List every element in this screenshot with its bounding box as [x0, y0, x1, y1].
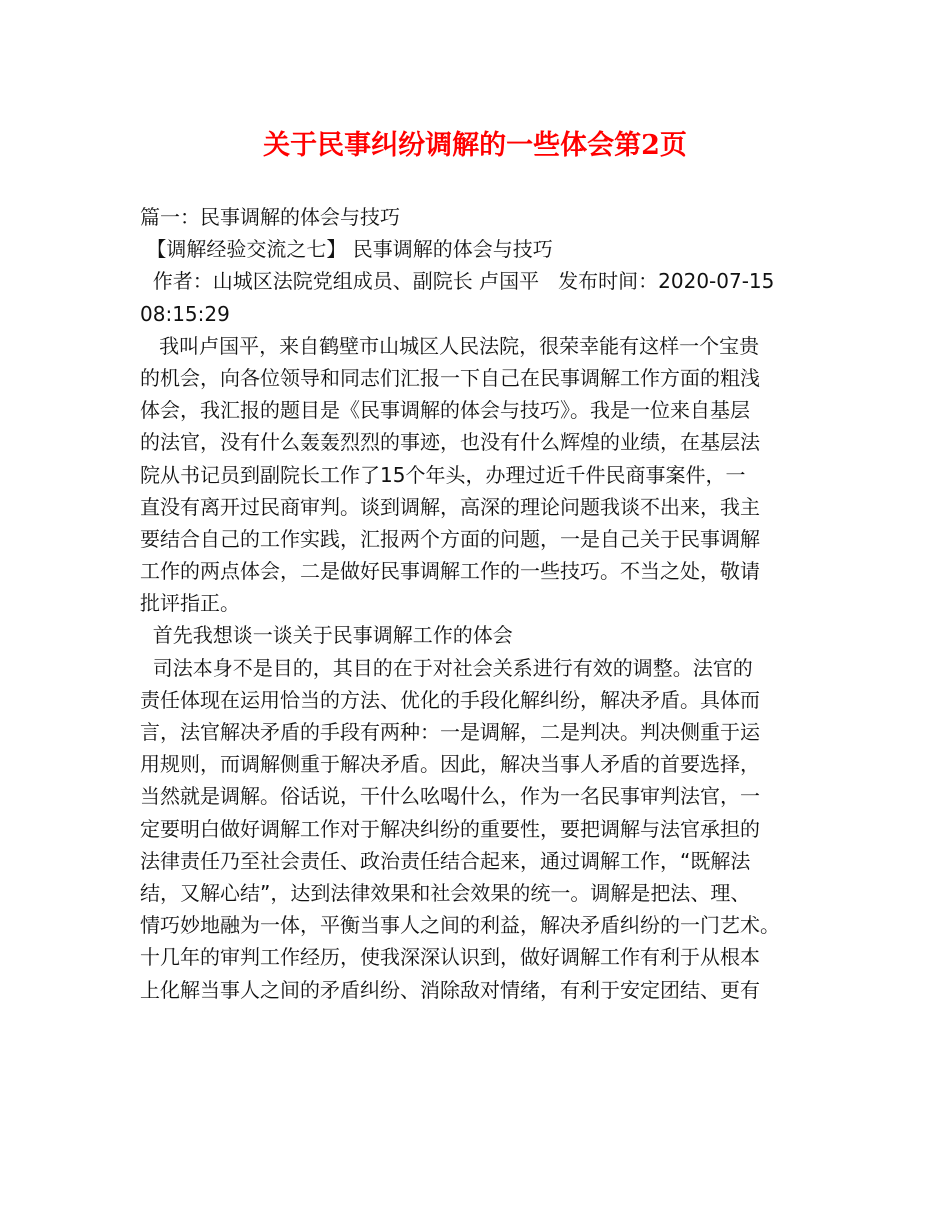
text-line: 言，法官解决矛盾的手段有两种：一是调解，二是判决。判决侧重于运: [140, 720, 760, 744]
text-line: 的机会，向各位领导和同志们汇报一下自己在民事调解工作方面的粗浅: [140, 365, 760, 390]
text-line: 要结合自己的工作实践，汇报两个方面的问题，一是自己关于民事调解: [140, 526, 760, 551]
text-line: 首先我想谈一谈关于民事调解工作的体会: [140, 623, 513, 648]
text-line: 【调解经验交流之七】 民事调解的体会与技巧: [140, 237, 553, 262]
text-line: 工作的两点体会，二是做好民事调解工作的一些技巧。不当之处，敬请: [140, 559, 760, 584]
text-line: 司法本身不是目的，其目的在于对社会关系进行有效的调整。法官的: [140, 655, 753, 680]
text-line: 结，又解心结”，达到法律效果和社会效果的统一。调解是把法、理、: [140, 880, 751, 905]
document-title: 关于民事纠纷调解的一些体会第2页: [263, 130, 687, 161]
text-line: 法律责任乃至社会责任、政治责任结合起来，通过调解工作，“既解法: [140, 848, 751, 873]
text-line: 十几年的审判工作经历，使我深深认识到，做好调解工作有利于从根本: [140, 945, 760, 970]
text-line: 作者：山城区法院党组成员、副院长 卢国平 发布时间：2020-07-15: [140, 269, 775, 294]
text-line: 责任体现在运用恰当的方法、优化的手段化解纠纷，解决矛盾。具体而: [140, 687, 760, 712]
text-line: 直没有离开过民商审判。谈到调解，高深的理论问题我谈不出来，我主: [140, 494, 760, 519]
text-line: 用规则，而调解侧重于解决矛盾。因此，解决当事人矛盾的首要选择，: [140, 752, 760, 777]
text-line: 08:15:29: [140, 301, 230, 326]
text-line: 当然就是调解。俗话说，干什么吆喝什么，作为一名民事审判法官，一: [140, 784, 760, 809]
text-line: 上化解当事人之间的矛盾纠纷、消除敌对情绪，有利于安定团结、更有: [140, 977, 760, 1002]
text-line: 篇一：民事调解的体会与技巧: [140, 205, 400, 229]
text-line: 定要明白做好调解工作对于解决纠纷的重要性，要把调解与法官承担的: [140, 816, 760, 841]
text-line: 的法官，没有什么轰轰烈烈的事迹，也没有什么辉煌的业绩，在基层法: [140, 430, 760, 455]
text-line: 体会，我汇报的题目是《民事调解的体会与技巧》。我是一位来自基层: [140, 398, 750, 423]
document-body: [140, 201, 830, 1006]
text-line: 情巧妙地融为一体，平衡当事人之间的利益，解决矛盾纠纷的一门艺术。: [140, 913, 780, 938]
text-line: 批评指正。: [140, 591, 240, 616]
text-line: 院从书记员到副院长工作了15个年头，办理过近千件民商事案件，一: [140, 462, 746, 487]
text-line: 我叫卢国平，来自鹤壁市山城区人民法院，很荣幸能有这样一个宝贵: [140, 333, 760, 358]
